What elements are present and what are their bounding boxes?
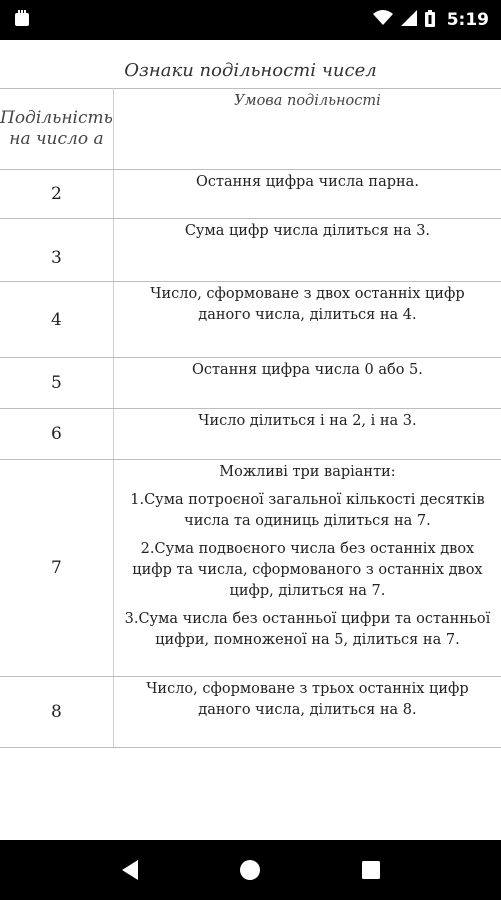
row-condition	[113, 358, 501, 409]
row-number: 2	[0, 170, 113, 219]
notification-icon	[14, 9, 30, 31]
row-number: 3	[0, 219, 113, 282]
content-area	[0, 40, 501, 840]
home-button[interactable]	[230, 850, 270, 890]
condition-text: Остання цифра числа парна.	[195, 174, 419, 190]
table-row	[0, 170, 501, 219]
battery-icon	[425, 10, 435, 31]
condition-text: Число, сформоване з двох останніх цифр даного числа, ділиться на 4.	[150, 286, 465, 323]
status-right	[373, 10, 489, 31]
row-condition	[113, 170, 501, 219]
row-number: 4	[0, 282, 113, 358]
status-bar	[0, 0, 501, 40]
table-row	[0, 409, 501, 460]
signal-icon	[401, 10, 417, 30]
row-number: 5	[0, 358, 113, 409]
row-condition	[113, 219, 501, 282]
condition-text: Сума цифр числа ділиться на 3.	[184, 223, 431, 239]
table-row	[0, 460, 501, 677]
recents-button[interactable]	[351, 850, 391, 890]
condition-intro: Можливі три варіанти:	[219, 464, 396, 480]
table-row	[0, 219, 501, 282]
condition-text: Число ділиться і на 2, і на 3.	[198, 413, 417, 429]
table-row	[0, 282, 501, 358]
home-icon	[239, 859, 261, 881]
row-number: 6	[0, 409, 113, 460]
row-condition	[113, 677, 501, 748]
status-left	[14, 9, 30, 31]
condition-variant-3: 3.Сума числа без останньої цифри та останньої цифри, помноженої на 5, ділиться на 7.	[124, 611, 491, 648]
condition-variant-2: 2.Сума подвоєного числа без останніх двох цифр та числа, сформованого з останніх двох цифр, ділиться на 7.	[132, 541, 483, 599]
condition-text: Остання цифра числа 0 або 5.	[192, 362, 423, 378]
divisibility-table	[0, 88, 501, 748]
row-condition	[113, 409, 501, 460]
table-row	[0, 677, 501, 748]
row-number: 8	[0, 677, 113, 748]
wifi-icon	[373, 10, 393, 30]
page-title: Ознаки подільності чисел	[124, 60, 377, 81]
condition-variant-1: 1.Сума потроєної загальної кількості десятків числа та одиниць ділиться на 7.	[130, 492, 485, 529]
back-icon	[120, 859, 140, 881]
row-number: 7	[0, 460, 113, 677]
header-number-col: Подільність на число a	[0, 89, 113, 170]
status-time: 5:19	[446, 10, 489, 30]
recents-icon	[362, 861, 380, 879]
back-button[interactable]	[110, 850, 150, 890]
row-condition	[113, 282, 501, 358]
row-condition	[113, 460, 501, 677]
navigation-bar	[0, 840, 501, 900]
condition-text: Число, сформоване з трьох останніх цифр даного числа, ділиться на 8.	[146, 681, 469, 718]
header-condition-col: Умова подільності	[113, 89, 501, 170]
table-row	[0, 358, 501, 409]
table-header-row	[0, 89, 501, 170]
